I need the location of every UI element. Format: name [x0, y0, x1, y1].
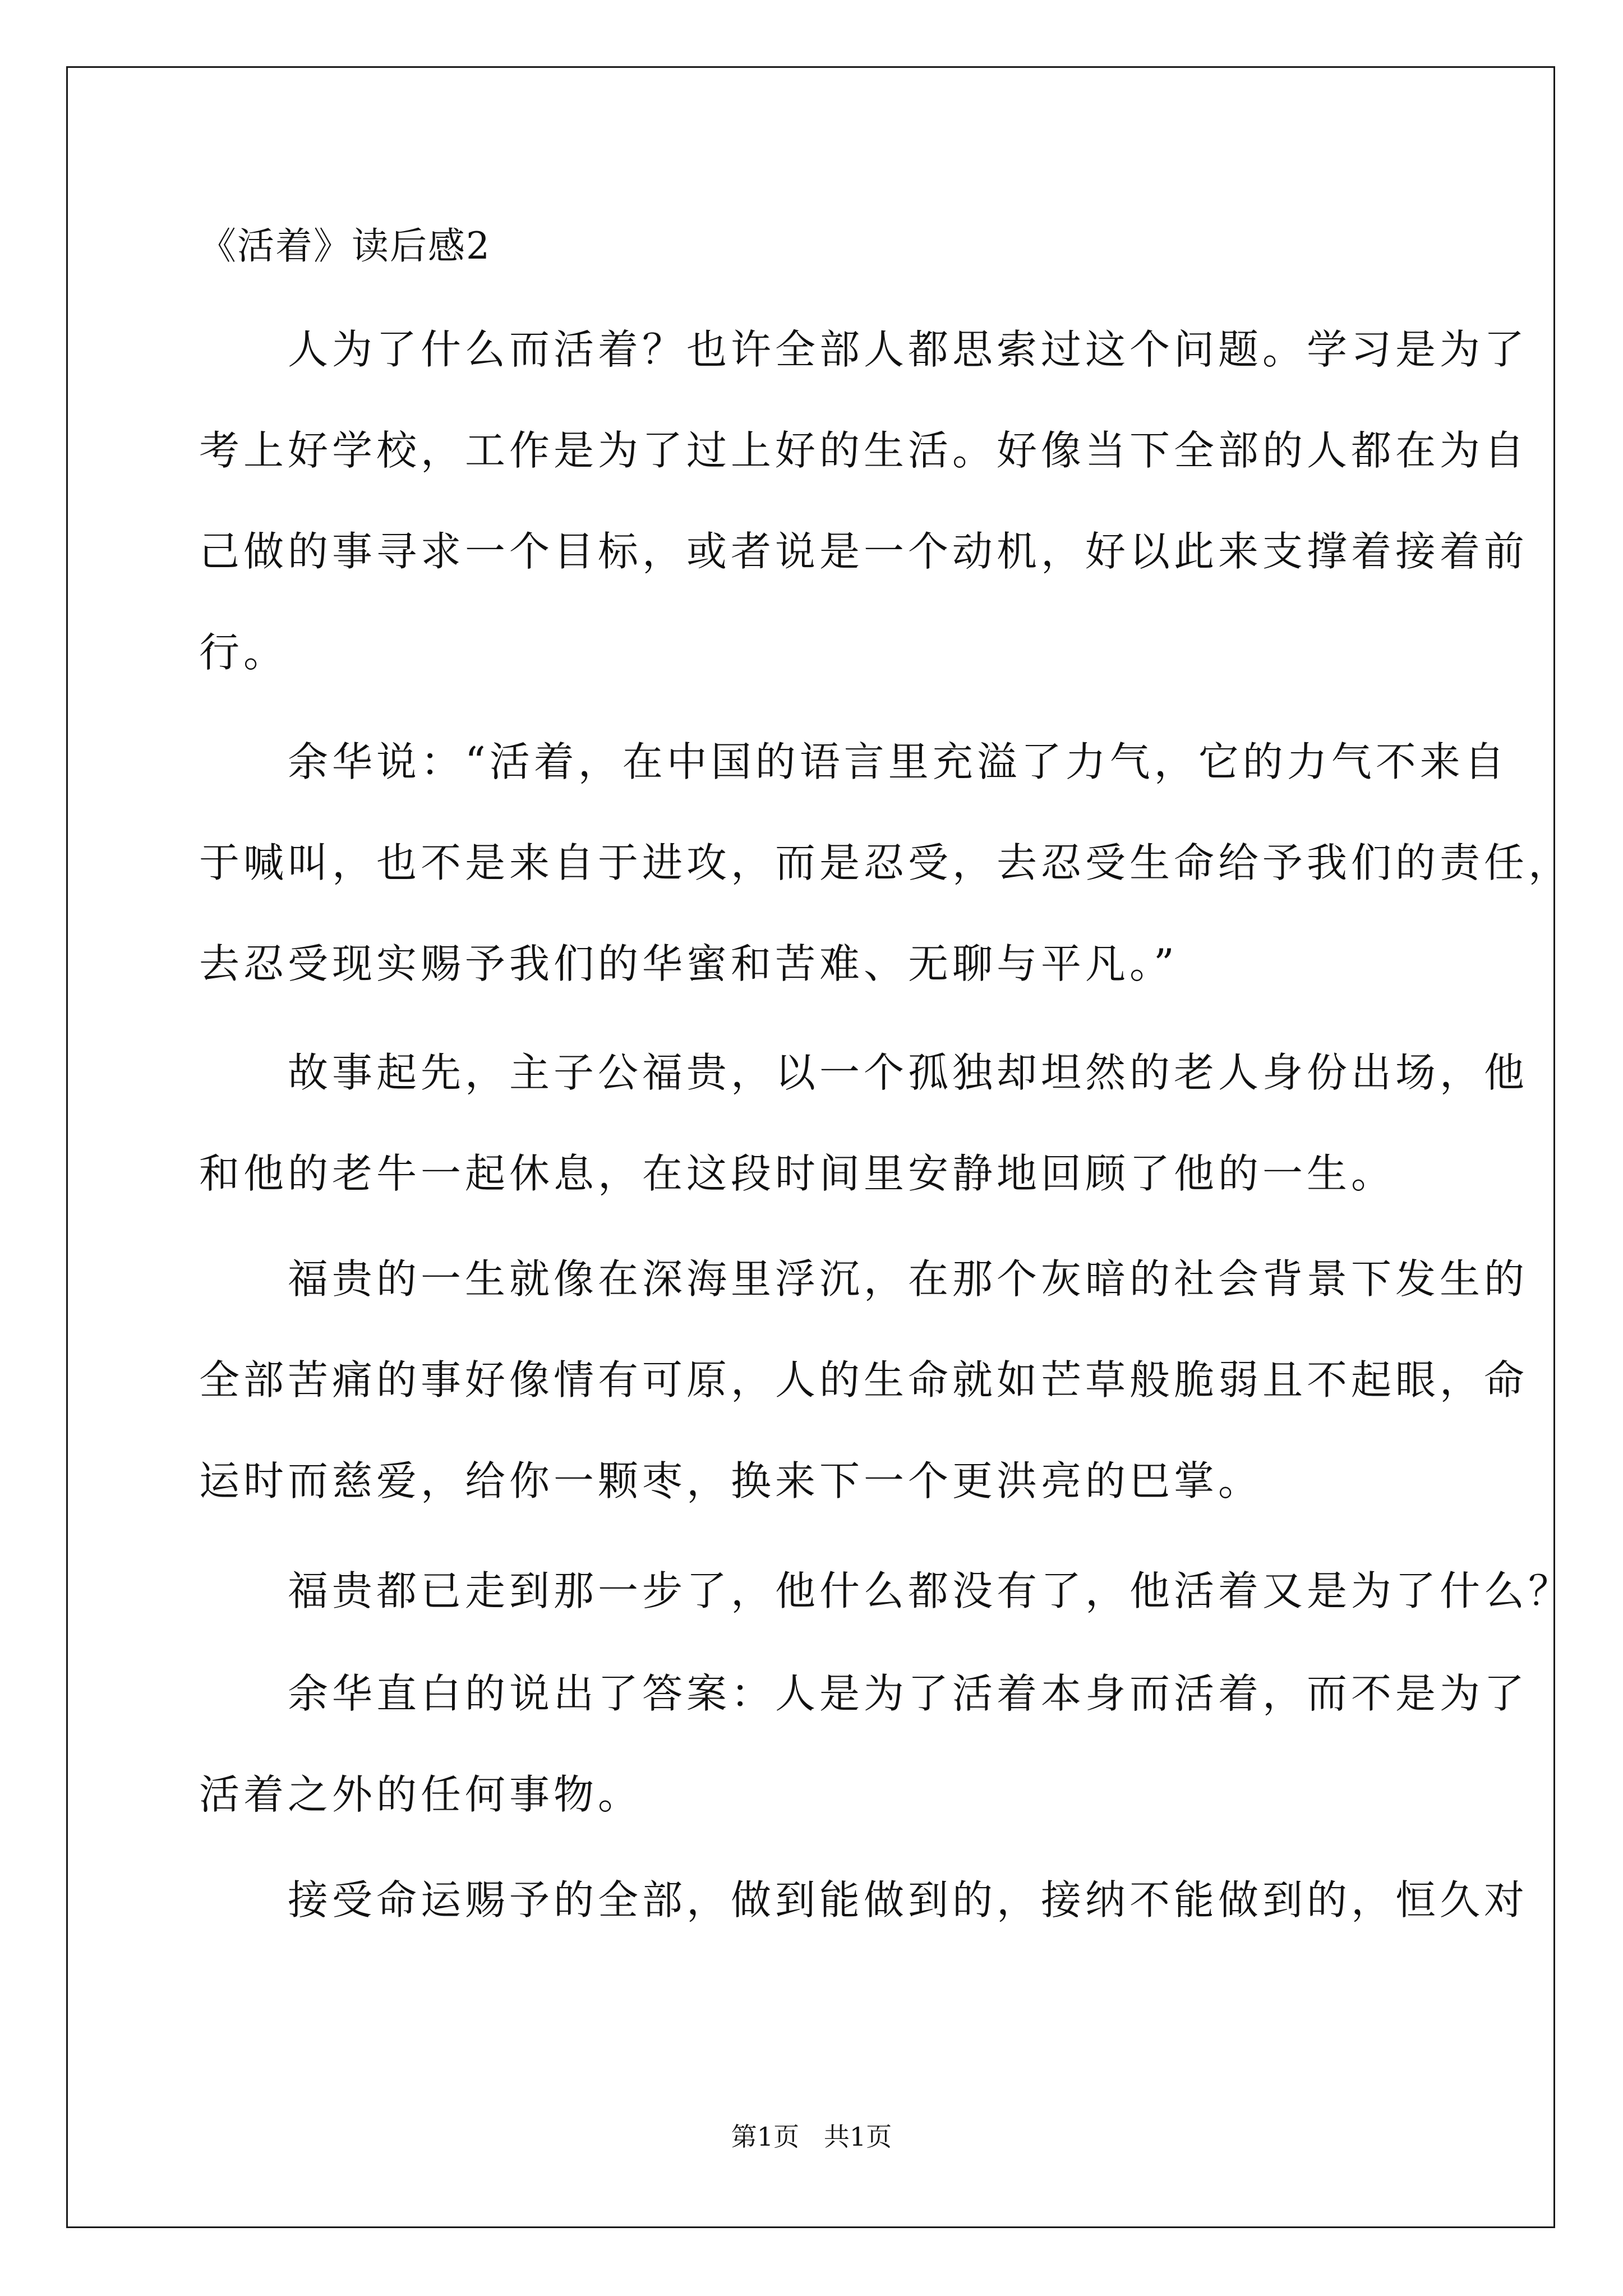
page-footer: 第1页 共1页 — [731, 2122, 892, 2152]
paragraph — [199, 1047, 1528, 1199]
text-line: 故事起先，主子公福贵，以一个孤独却坦然的老人身份出场，他 — [199, 1049, 1529, 1096]
text-line: 活着之外的任何事物。 — [199, 1771, 643, 1818]
text-line: 福贵都已走到那一步了，他什么都没有了，他活着又是为了什么？ — [199, 1567, 1573, 1614]
text-line: 去忍受现实赐予我们的华蜜和苦难、无聊与平凡。” — [199, 940, 1178, 987]
paragraph — [199, 737, 1573, 989]
paragraph — [199, 1875, 1528, 1925]
text-line: 福贵的一生就像在深海里浮沉，在那个灰暗的社会背景下发生的 — [199, 1255, 1529, 1303]
text-line: 于喊叫，也不是来自于进攻，而是忍受，去忍受生命给予我们的责任， — [199, 839, 1573, 886]
text-line: 余华直白的说出了答案：人是为了活着本身而活着，而不是为了 — [199, 1670, 1529, 1717]
paragraph — [199, 324, 1528, 678]
paragraph — [199, 1254, 1528, 1506]
text-line: 己做的事寻求一个目标，或者说是一个动机，好以此来支撑着接着前 — [199, 528, 1529, 575]
document-title: 《活着》读后感2 — [199, 224, 491, 268]
text-line: 行。 — [199, 629, 288, 676]
text-line: 考上好学校，工作是为了过上好的生活。好像当下全部的人都在为自 — [199, 427, 1529, 474]
text-line: 余华说：“活着，在中国的语言里充溢了力气，它的力气不来自 — [199, 738, 1509, 785]
text-line: 和他的老牛一起休息，在这段时间里安静地回顾了他的一生。 — [199, 1150, 1396, 1197]
text-line: 全部苦痛的事好像情有可原，人的生命就如芒草般脆弱且不起眼，命 — [199, 1356, 1529, 1404]
text-line: 接受命运赐予的全部，做到能做到的，接纳不能做到的，恒久对 — [199, 1876, 1529, 1924]
paragraph — [199, 1566, 1573, 1616]
paragraph — [199, 1668, 1528, 1820]
text-line: 人为了什么而活着？也许全部人都思索过这个问题。学习是为了 — [199, 326, 1529, 373]
text-line: 运时而慈爱，给你一颗枣，换来下一个更洪亮的巴掌。 — [199, 1457, 1263, 1504]
